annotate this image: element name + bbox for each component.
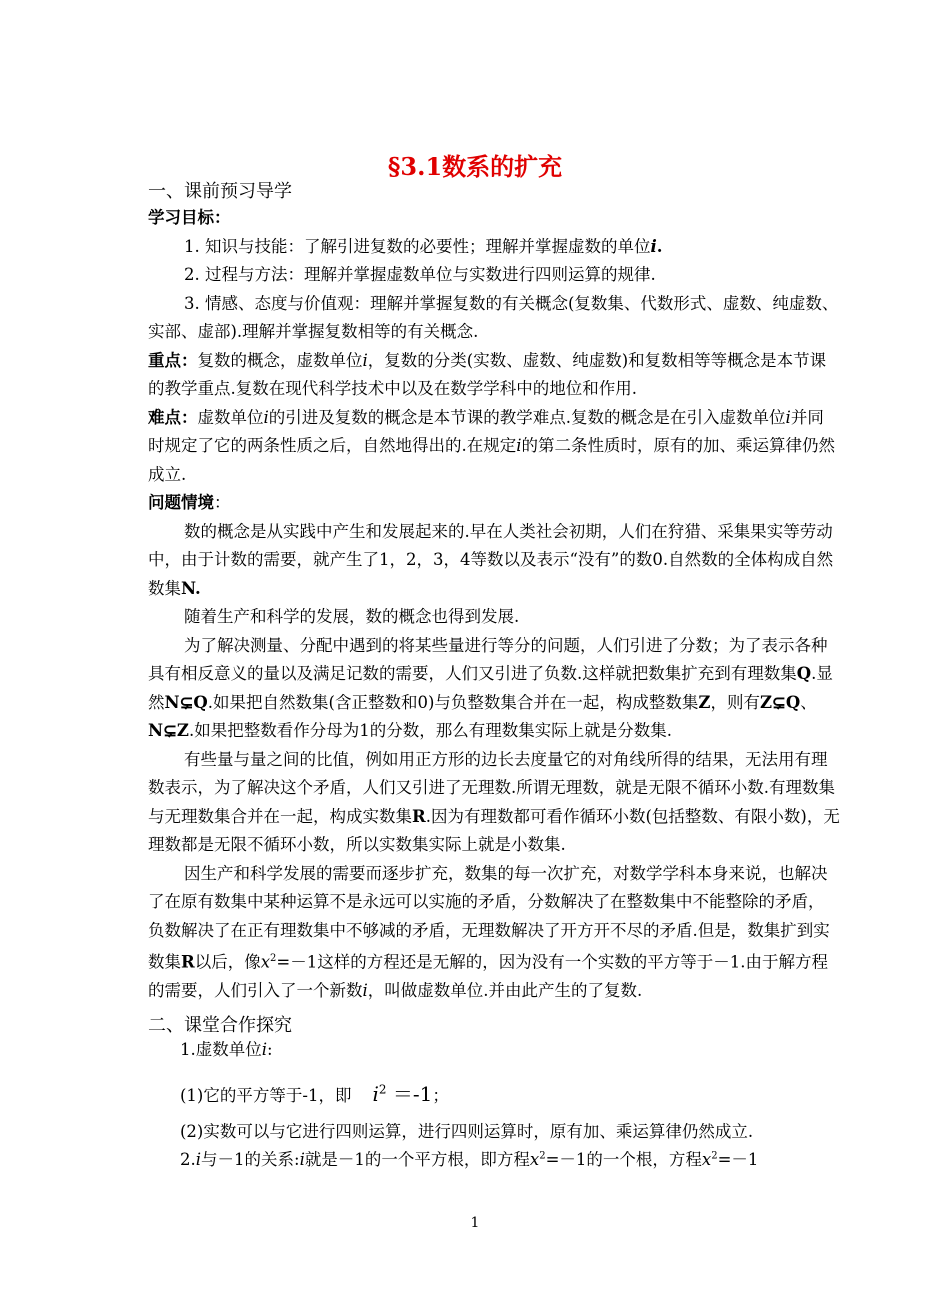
- section2-heading: 二、课堂合作探究: [148, 1015, 292, 1036]
- paragraph-2: 随着生产和科学的发展，数的概念也得到发展.: [184, 607, 520, 626]
- page-number: 1: [470, 1215, 480, 1231]
- key-point: 重点：复数的概念，虚数单位i，复数的分类(实数、虚数、纯虚数)和复数相等等概念是本节课的教学重点.复数在现代科学技术中以及在数学学科中的地位和作用.: [148, 350, 827, 398]
- goal-1: 1. 知识与技能：了解引进复数的必要性；理解并掌握虚数的单位i.: [184, 236, 663, 256]
- problem-label: 问题情境：: [148, 493, 231, 512]
- goals-block: [148, 204, 840, 1006]
- paragraph-1: 数的概念是从实践中产生和发展起来的.早在人类社会初期，人们在狩猎、采集果实等劳动中，由于计数的需要，就产生了1，2，3，4等数以及表示“没有”的数0.自然数的全体构成自然数集N.: [148, 521, 834, 598]
- difficulty-point: 难点：虚数单位i的引进及复数的概念是本节课的教学难点.复数的概念是在引入虚数单位i并同时规定了它的两条性质之后，自然地得出的.在规定i的第二条性质时，原有的加、乘运算律仍然成立.: [148, 407, 836, 484]
- item-1: 1.虚数单位i:: [180, 1040, 273, 1059]
- property-2: (2)实数可以与它进行四则运算，进行四则运算时，原有加、乘运算律仍然成立.: [180, 1122, 754, 1141]
- goal-2: 2. 过程与方法：理解并掌握虚数单位与实数进行四则运算的规律.: [184, 265, 656, 284]
- paragraph-4: 有些量与量之间的比值，例如用正方形的边长去度量它的对角线所得的结果，无法用有理数表示，为了解决这个矛盾，人们又引进了无理数.所谓无理数，就是无限不循环小数.有理数集与无理数集合并在一起，构成实数集R.因为有理数都可看作循环小数(包括整数、有限小数)，无理数都是无限不循环小数，所以实数集实际上就是小数集.: [148, 749, 840, 854]
- page-title: §3.1数系的扩充: [387, 152, 563, 181]
- section1-heading: 一、课前预习导学: [148, 181, 292, 202]
- item-2: 2.i与－1的关系:i就是－1的一个平方根，即方程$x^2=-1$的一个根，方程$x^2=-1$: [180, 1150, 759, 1169]
- paragraph-5: 因生产和科学发展的需要而逐步扩充，数集的每一次扩充，对数学学科本身来说，也解决了在原有数集中某种运算不是永远可以实施的矛盾，分数解决了在整数集中不能整除的矛盾，负数解决了在正有理数集中不够减的矛盾，无理数解决了开方开不尽的矛盾.但是，数集扩到实数集R以后，像$x^2=-1$这样的方程还是无解的，因为没有一个实数的平方等于－1.由于解方程的需要，人们引入了一个新数i，叫做虚数单位.并由此产生的了复数.: [148, 863, 830, 1000]
- equation-i-squared: $i^2 =-1$: [372, 1082, 433, 1106]
- paragraph-3: 为了解决测量、分配中遇到的将某些量进行等分的问题，人们引进了分数；为了表示各种具有相反意义的量以及满足记数的需要，人们又引进了负数.这样就把数集扩充到有理数集Q.显然N⊊Q.如果把自然数集(含正整数和0)与负整数集合并在一起，构成整数集Z，则有Z⊊Q、N⊊Z.如果把整数看作分母为1的分数，那么有理数集实际上就是分数集.: [148, 635, 833, 740]
- goal-3: 3. 情感、态度与价值观：理解并掌握复数的有关概念(复数集、代数形式、虚数、纯虚数、实部、虚部).理解并掌握复数相等的有关概念.: [148, 293, 839, 341]
- goals-label: 学习目标：: [148, 208, 231, 227]
- property-1: (1)它的平方等于-1，即 $i^2 =-1$；: [180, 1082, 449, 1106]
